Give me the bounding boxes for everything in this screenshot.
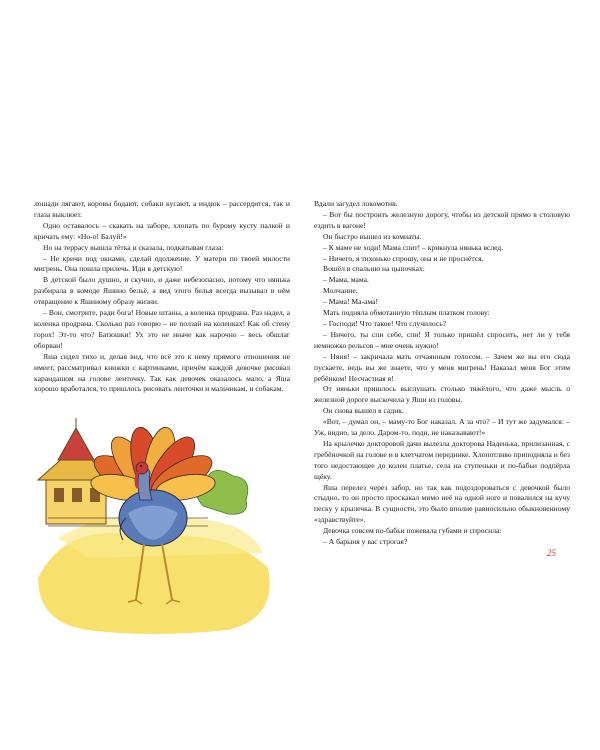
paragraph: – Мама! Ма-ама! [323,297,379,307]
paragraph: Яша перелез через забор, но так как подоздороваться с девочкой было стыдно, то он просто проскакал мимо неё на одной ноге и повалился на кучу песку у крылечка. В сущности, это было вполне равносильно обыкновенному «здравствуйте». [314,482,570,525]
paragraph: Вошёл в спальню на цыпочках: [323,264,425,274]
paragraph: – Ничего, я тихонько спрошу, она и не проснётся. [323,253,484,263]
paragraph: Девочка совсем по-бабьи пожевала губами и спросила: [323,526,502,536]
paragraph: – Вот бы построить железную дорогу, чтобы из детской прямо в столовую ездить в вагоне! [314,209,570,230]
paragraph: Вдали загудел локомотив. [314,199,398,208]
paragraph: – Няня! – закричала мать отчаянным голосом. – Зачем же вы его сюда пускаете, ведь вы же знаете, что у меня мигрень! Наказал меня Бог этим ребёнком! Несчастная я! [314,351,570,383]
paragraph: – Господи! Что такое! Что случилось? [323,318,447,328]
paragraph: – Вон, смотрите, ради бога! Новые штаны, а коленка продрана. Раз надел, а коленка продрана. Сколько раз говорю – не ползай на коленках! Как об стену горох! Эт-то что? Батюшки! Ух это не иначе как нарочно – весь обшлаг оборван! [34,308,290,350]
page-number: 25 [547,548,556,558]
paragraph: Он снова вышел в садик. [323,406,404,416]
paragraph: – К маме не ходи! Мама спит! – крикнула нянька вслед. [323,242,504,252]
paragraph: лошади лягают, коровы бодают, собаки кусают, а индюк – рассердится, так и глаза выклюет. [34,199,290,219]
turkey-illustration [28,368,278,638]
paragraph: На крылечко докторовой дачи вылезла докторова Наденька, прилизанная, с гребёночкой на голове и в клетчатом переднике. Хлопотливо приподняла и без того недостающее до колен платье, села на ступеньки и по-бабьи подпёрла щёку. [314,438,570,481]
paragraph: В детской было душно, и скучно, и даже небезопасно, потому что нянька разбирала в комоде Яшино бельё, а вид этого белья всегда вызывал в нём отвращение к Яшиному образу жизни. [34,275,290,307]
paragraph: Но на террасу вышла тётка и сказала, подкатывая глаза: [43,242,224,252]
paragraph: «Вот, – думал он, – маму-то Бог наказал. А за что? – И тут же задумался: – Уж, видно, за дело. Даром-то, поди, не наказывают!» [314,417,570,438]
right-column [314,199,570,548]
paragraph: От няньки пришлось выслушать столько тяжёлого, что даже мысль о железной дороге выскочила у Яши из головы. [314,384,570,405]
paragraph: – А барыня у вас строгая? [323,537,408,547]
left-column [34,199,290,395]
paragraph: – Не кричи под окнами, сделай одолжение. У матери по твоей милости мигрень. Она пошла прилечь. Иди в детскую! [34,253,290,274]
paragraph: Яша сидел тихо и, делая вид, что всё это к нему прямого отношения не имеет, рассматривал книжки с картинками, причём каждой девочке рисовал карандашом на голове ленточку. Так как девочек оказалось мало, а Яша хорошо вработался, то пришлось рисовать ленточки и мальчикам, и собакам. [34,351,290,394]
paragraph: Мать подняла обмотанную тёплым платком голову: [323,308,490,318]
paragraph: – Ничего, ты спи себе, спи! Я только пришёл спросить, нет ли у тебя немножко рельсов – мне очень нужно! [314,329,570,350]
paragraph: Одно оставалось – скакать на заборе, хлопать по бурому кусту палкой и кричать ему: «Но-о! Балуй!» [34,220,290,241]
paragraph: Молчание. [323,286,358,296]
paragraph: – Мама, мама. [323,275,369,285]
paragraph: Он быстро вышел из комнаты. [323,231,422,241]
